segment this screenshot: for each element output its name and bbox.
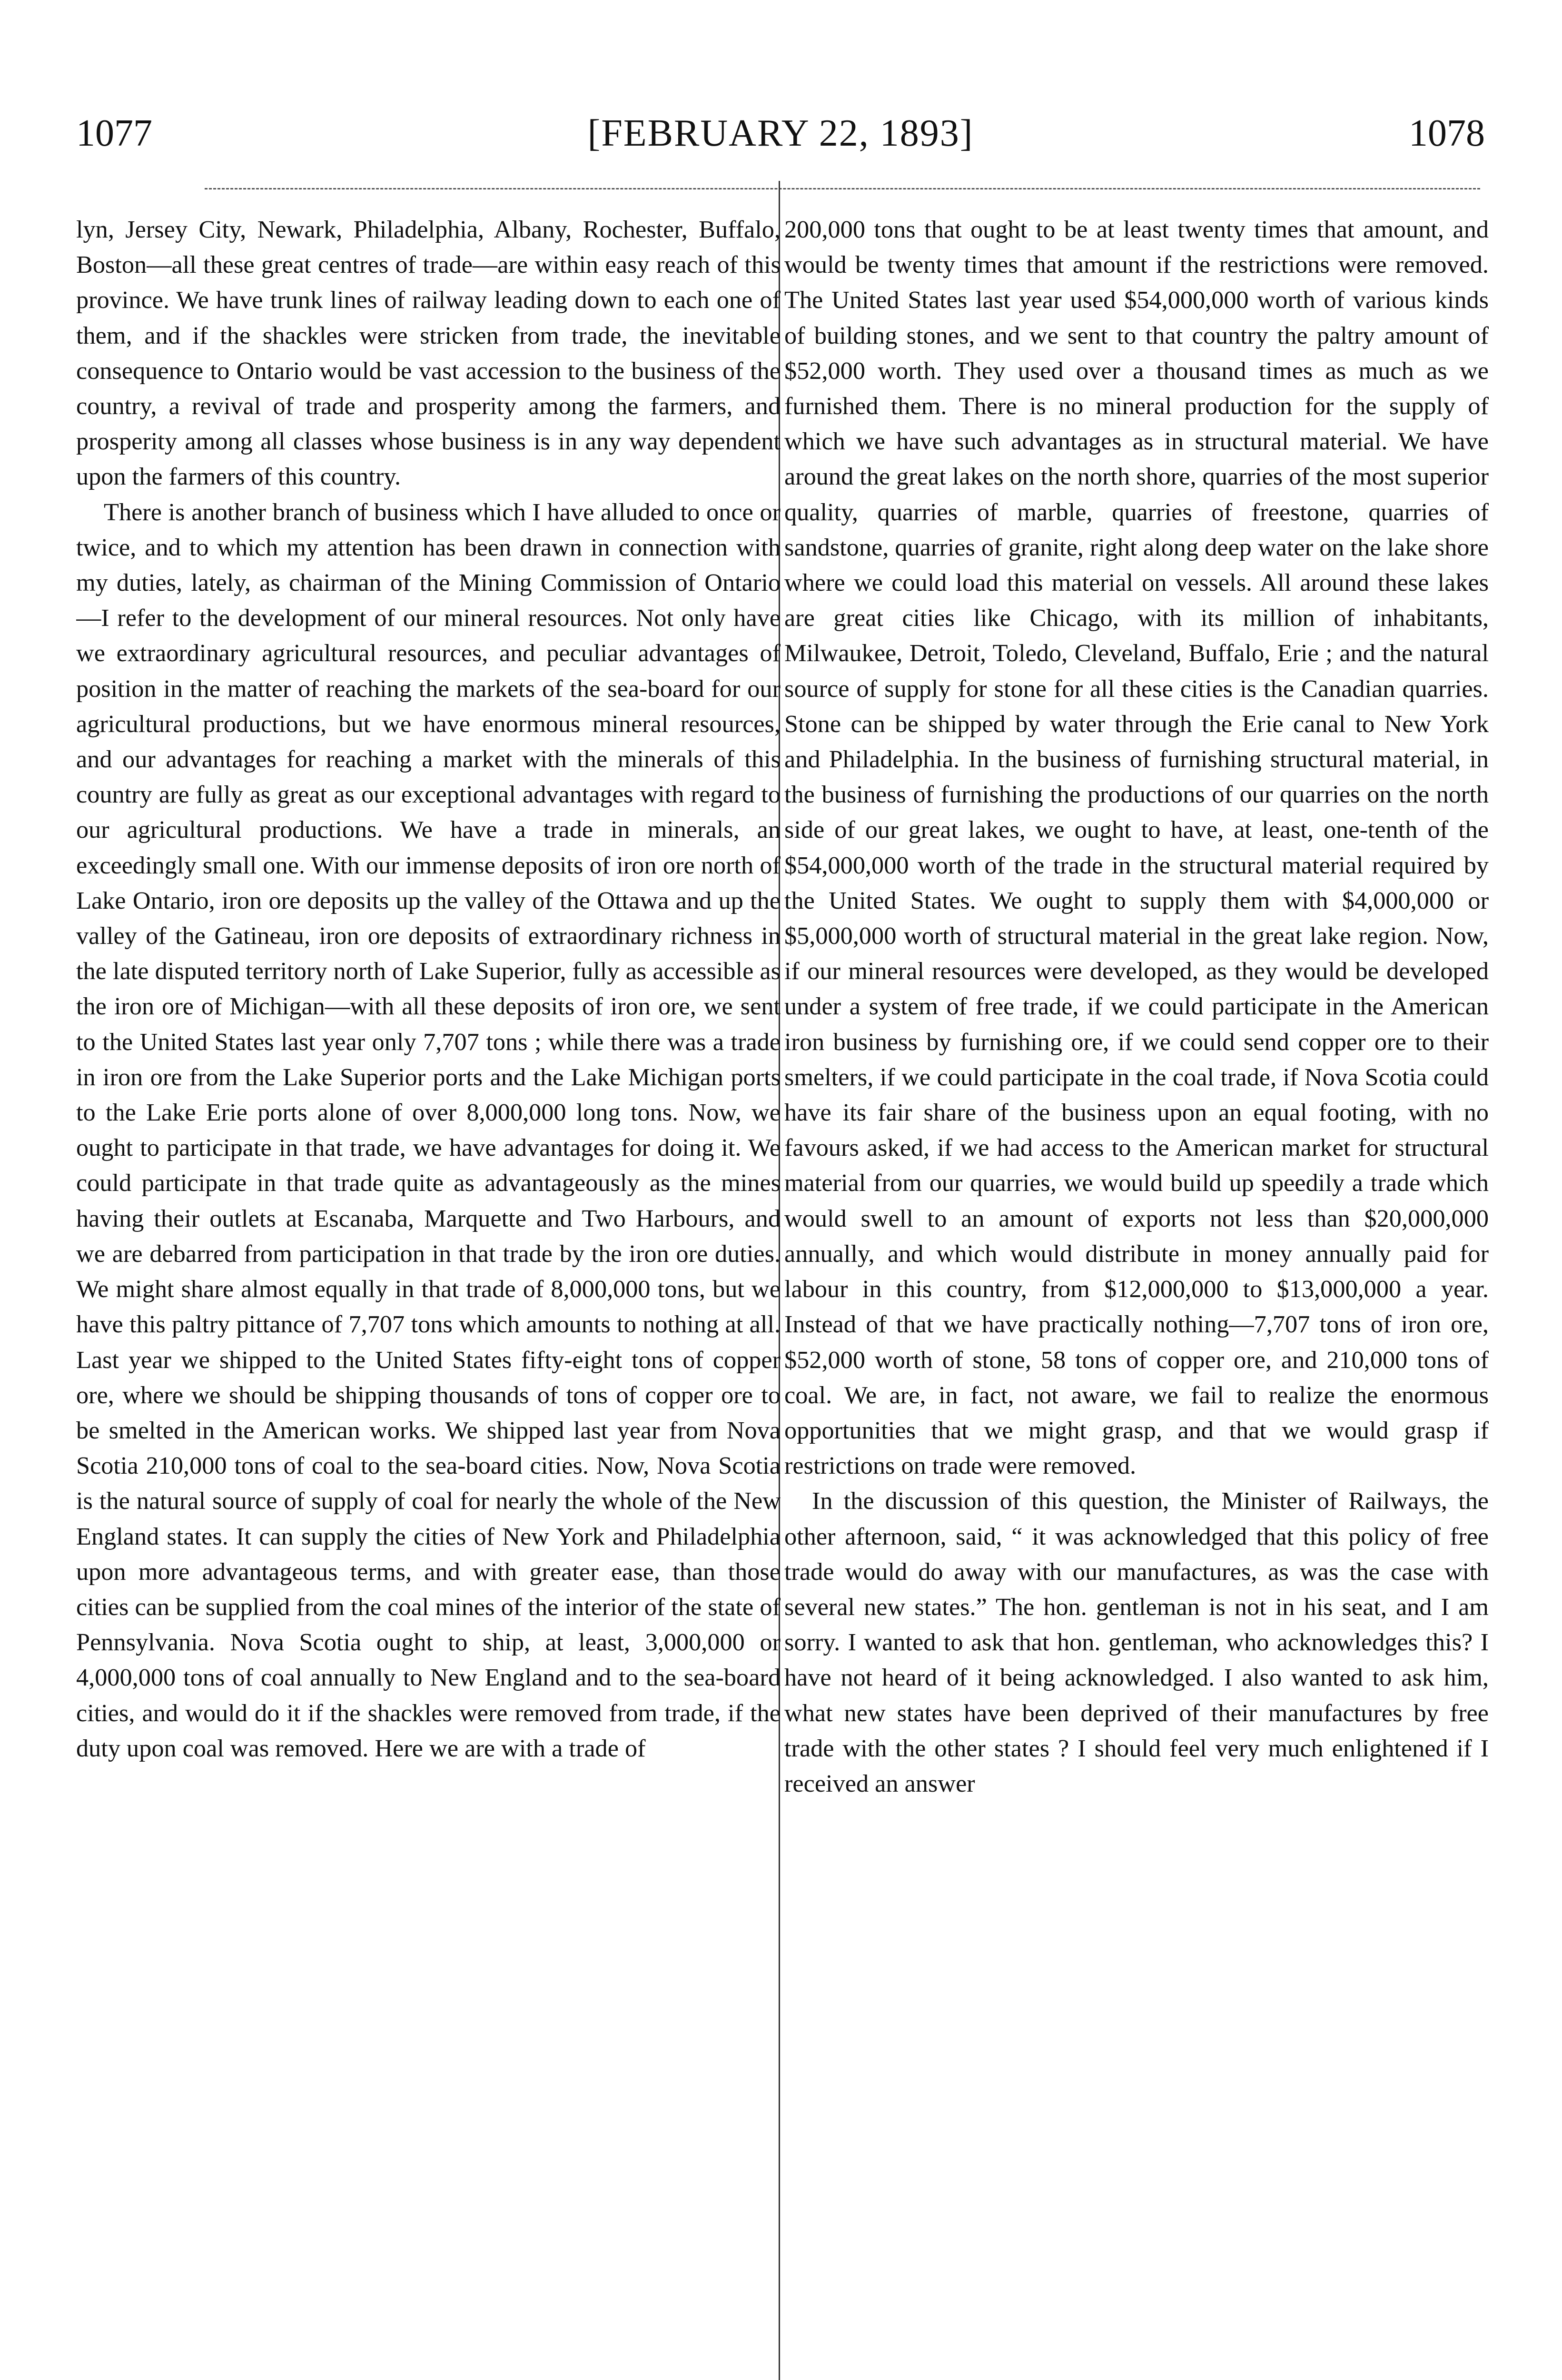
page-number-left: 1077: [76, 112, 152, 154]
page-header: [76, 107, 1485, 159]
paragraph: There is another branch of business which I have alluded to once or twice, and to which my attention has been drawn in connection with my duties, lately, as chairman of the Mining Commission of Ontario—I refer to the development of our mineral resources. Not only have we extraordinary agricultural resources, and peculiar advantages of position in the matter of reaching the markets of the sea-board for our agricultural productions, but we have enormous mineral resources, and our advantages for reaching a market with the minerals of this country are fully as great as our exceptional advantages with regard to our agricultural productions. We have a trade in minerals, an exceedingly small one. With our immense deposits of iron ore north of Lake Ontario, iron ore deposits up the valley of the Ottawa and up the valley of the Gatineau, iron ore deposits of extraordinary richness in the late disputed territory north of Lake Superior, fully as accessible as the iron ore of Michigan—with all these deposits of iron ore, we sent to the United States last year only 7,707 tons ; while there was a trade in iron ore from the Lake Superior ports and the Lake Michigan ports to the Lake Erie ports alone of over 8,000,000 long tons. Now, we ought to participate in that trade, we have advantages for doing it. We could participate in that trade quite as advantageously as the mines having their outlets at Escanaba, Marquette and Two Harbours, and we are debarred from participation in that trade by the iron ore duties. We might share almost equally in that trade of 8,000,000 tons, but we have this paltry pittance of 7,707 tons which amounts to nothing at all. Last year we shipped to the United States fifty-eight tons of copper ore, where we should be shipping thousands of tons of copper ore to be smelted in the American works. We shipped last year from Nova Scotia 210,000 tons of coal to the sea-board cities. Now, Nova Scotia is the natural source of supply of coal for nearly the whole of the New England states. It can supply the cities of New York and Philadelphia upon more advantageous terms, and with greater ease, than those cities can be supplied from the coal mines of the interior of the state of Pennsylvania. Nova Scotia ought to ship, at least, 3,000,000 or 4,000,000 tons of coal annually to New England and to the sea-board cities, and would do it if the shackles were removed from trade, if the duty upon coal was removed. Here we are with a trade of: [76, 498, 781, 1762]
left-column: [76, 212, 781, 2363]
page-date: [FEBRUARY 22, 1893]: [587, 112, 974, 154]
header-rule: [205, 188, 1480, 189]
paragraph: 200,000 tons that ought to be at least twenty times that amount, and would be twenty times that amount if the restrictions were removed. The United States last year used $54,000,000 worth of various kinds of building stones, and we sent to that country the paltry amount of $52,000 worth. They used over a thousand times as much as we furnished them. There is no mineral production for the supply of which we have such advantages as in structural material. We have around the great lakes on the north shore, quarries of the most superior quality, quarries of marble, quarries of freestone, quarries of sandstone, quarries of granite, right along deep water on the lake shore where we could load this material on vessels. All around these lakes are great cities like Chicago, with its million of inhabitants, Milwaukee, Detroit, Toledo, Cleveland, Buffalo, Erie ; and the natural source of supply for stone for all these cities is the Canadian quarries. Stone can be shipped by water through the Erie canal to New York and Philadelphia. In the business of furnishing structural material, in the business of furnishing the productions of our quarries on the north side of our great lakes, we ought to have, at least, one-tenth of the $54,000,000 worth of the trade in the structural material required by the United States. We ought to supply them with $4,000,000 or $5,000,000 worth of structural material in the great lake region. Now, if our mineral resources were developed, as they would be developed under a system of free trade, if we could participate in the American iron business by furnishing ore, if we could send copper ore to their smelters, if we could participate in the coal trade, if Nova Scotia could have its fair share of the business upon an equal footing, with no favours asked, if we had access to the American market for structural material from our quarries, we would build up speedily a trade which would swell to an amount of exports not less than $20,000,000 annually, and which would distribute in money annually paid for labour in this country, from $12,000,000 to $13,000,000 a year. Instead of that we have practically nothing—7,707 tons of iron ore, $52,000 worth of stone, 58 tons of copper ore, and 210,000 tons of coal. We are, in fact, not aware, we fail to realize the enormous opportunities that we might grasp, and that we would grasp if restrictions on trade were removed.: [784, 216, 1489, 1480]
paragraph: In the discussion of this question, the Minister of Railways, the other afternoon, said, “ it was acknowledged that this policy of free trade would do away with our manufactures, as was the case with several new states.” The hon. gentleman is not in his seat, and I am sorry. I wanted to ask that hon. gentleman, who acknowledges this? I have not heard of it being acknowledged. I also wanted to ask him, what new states have been deprived of their manufactures by free trade with the other states ? I should feel very much enlightened if I received an answer: [784, 1487, 1489, 1797]
page-number-right: 1078: [1409, 112, 1485, 154]
paragraph: lyn, Jersey City, Newark, Philadelphia, Albany, Rochester, Buffalo, Boston—all these great centres of trade—are within easy reach of this province. We have trunk lines of railway leading down to each one of them, and if the shackles were stricken from trade, the inevitable consequence to Ontario would be vast accession to the business of the country, a revival of trade and prosperity among the farmers, and prosperity among all classes whose business is in any way dependent upon the farmers of this country.: [76, 216, 781, 491]
right-column: [784, 212, 1489, 2363]
